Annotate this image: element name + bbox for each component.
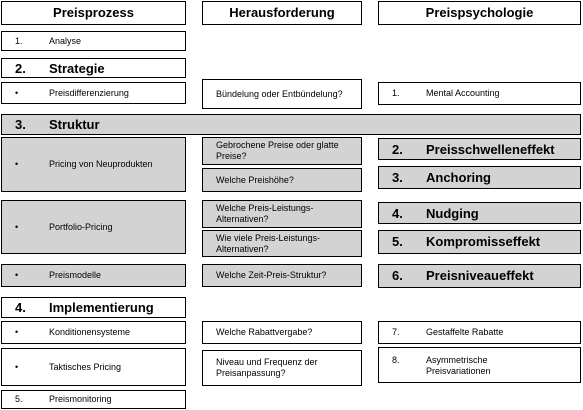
item-label: Pricing von Neuprodukten: [49, 159, 153, 169]
bullet-icon: •: [15, 159, 19, 169]
psych-anchoring: [378, 166, 581, 189]
challenge-text: Welche Rabattvergabe?: [216, 327, 313, 337]
header-herausforderung: [202, 1, 362, 25]
effect-label: Gestaffelte Rabatte: [426, 327, 504, 337]
step-label: Struktur: [49, 117, 100, 132]
process-step-struktur: [1, 114, 581, 135]
psych-nudging: [378, 202, 581, 224]
step-number: 5.: [15, 394, 23, 404]
effect-label: Nudging: [426, 206, 479, 221]
effect-number: 5.: [392, 234, 403, 249]
challenge-gebrochen: [202, 137, 362, 165]
step-label: Implementierung: [49, 300, 154, 315]
psych-kompromisseffekt: [378, 230, 581, 254]
process-item-neuprodukte: [1, 137, 186, 192]
challenge-text: Wie viele Preis-Leistungs-Alternativen?: [216, 232, 321, 254]
challenge-rabatt: [202, 321, 362, 344]
bullet-icon: •: [15, 327, 19, 337]
item-label: Portfolio-Pricing: [49, 222, 113, 232]
bullet-icon: •: [15, 270, 19, 280]
challenge-buendelung: [202, 79, 362, 109]
process-step-monitoring: [1, 390, 186, 409]
item-label: Preismodelle: [49, 270, 102, 280]
psych-preisniveaueffekt: [378, 264, 581, 288]
effect-number: 4.: [392, 206, 403, 221]
challenge-preishoehe: [202, 168, 362, 192]
psych-asymmetrische-preisvariationen: [378, 347, 581, 383]
step-label: Preismonitoring: [49, 394, 112, 404]
process-item-konditionen: [1, 321, 186, 344]
challenge-zeitpreis: [202, 264, 362, 287]
effect-number: 1.: [392, 88, 400, 98]
challenge-text: Welche Preishöhe?: [216, 174, 294, 185]
step-label: Analyse: [49, 36, 82, 46]
header-preispsychologie: [378, 1, 581, 25]
effect-label: Kompromisseffekt: [426, 234, 541, 249]
process-item-preisdifferenzierung: [1, 82, 186, 104]
process-item-portfolio: [1, 200, 186, 254]
effect-label: Mental Accounting: [426, 88, 500, 98]
header-label: Preispsychologie: [425, 5, 534, 20]
header-preisprozess: [1, 1, 186, 25]
effect-number: 7.: [392, 327, 400, 337]
process-item-preismodelle: [1, 264, 186, 287]
psych-mental-accounting: [378, 82, 581, 105]
effect-label: Preisschwelleneffekt: [426, 142, 555, 157]
challenge-text: Niveau und Frequenz der Preisanpassung?: [216, 357, 318, 378]
challenge-text: Welche Preis-Leistungs-Alternativen?: [216, 203, 314, 224]
bullet-icon: •: [15, 88, 19, 98]
step-number: 3.: [15, 117, 26, 132]
effect-number: 8.: [392, 355, 400, 365]
step-number: 1.: [15, 36, 23, 46]
effect-label: Anchoring: [426, 170, 491, 185]
effect-label: Preisniveaueffekt: [426, 268, 534, 283]
header-label: Preisprozess: [53, 5, 134, 20]
challenge-leistung1: [202, 200, 362, 228]
item-label: Konditionensysteme: [49, 327, 131, 337]
challenge-text: Bündelung oder Entbündelung?: [216, 88, 343, 99]
process-step-implementierung: [1, 297, 186, 318]
effect-label: Asymmetrische Preisvariationen: [426, 355, 491, 376]
effect-number: 2.: [392, 142, 403, 157]
item-label: Preisdifferenzierung: [49, 88, 129, 98]
effect-number: 3.: [392, 170, 403, 185]
challenge-leistung2: [202, 230, 362, 257]
process-step-analyse: [1, 31, 186, 51]
step-number: 4.: [15, 300, 26, 315]
bullet-icon: •: [15, 222, 19, 232]
challenge-text: Gebrochene Preise oder glatte Preise?: [216, 140, 339, 161]
challenge-text: Welche Zeit-Preis-Struktur?: [216, 270, 327, 280]
header-label: Herausforderung: [229, 5, 335, 20]
challenge-niveau: [202, 350, 362, 386]
step-label: Strategie: [49, 61, 105, 76]
psych-preisschwelleneffekt: [378, 138, 581, 160]
step-number: 2.: [15, 61, 26, 76]
item-label: Taktisches Pricing: [49, 362, 122, 372]
process-item-taktisch: [1, 348, 186, 386]
bullet-icon: •: [15, 362, 19, 372]
effect-number: 6.: [392, 268, 403, 283]
process-step-strategie: [1, 58, 186, 78]
psych-gestaffelte-rabatte: [378, 321, 581, 344]
